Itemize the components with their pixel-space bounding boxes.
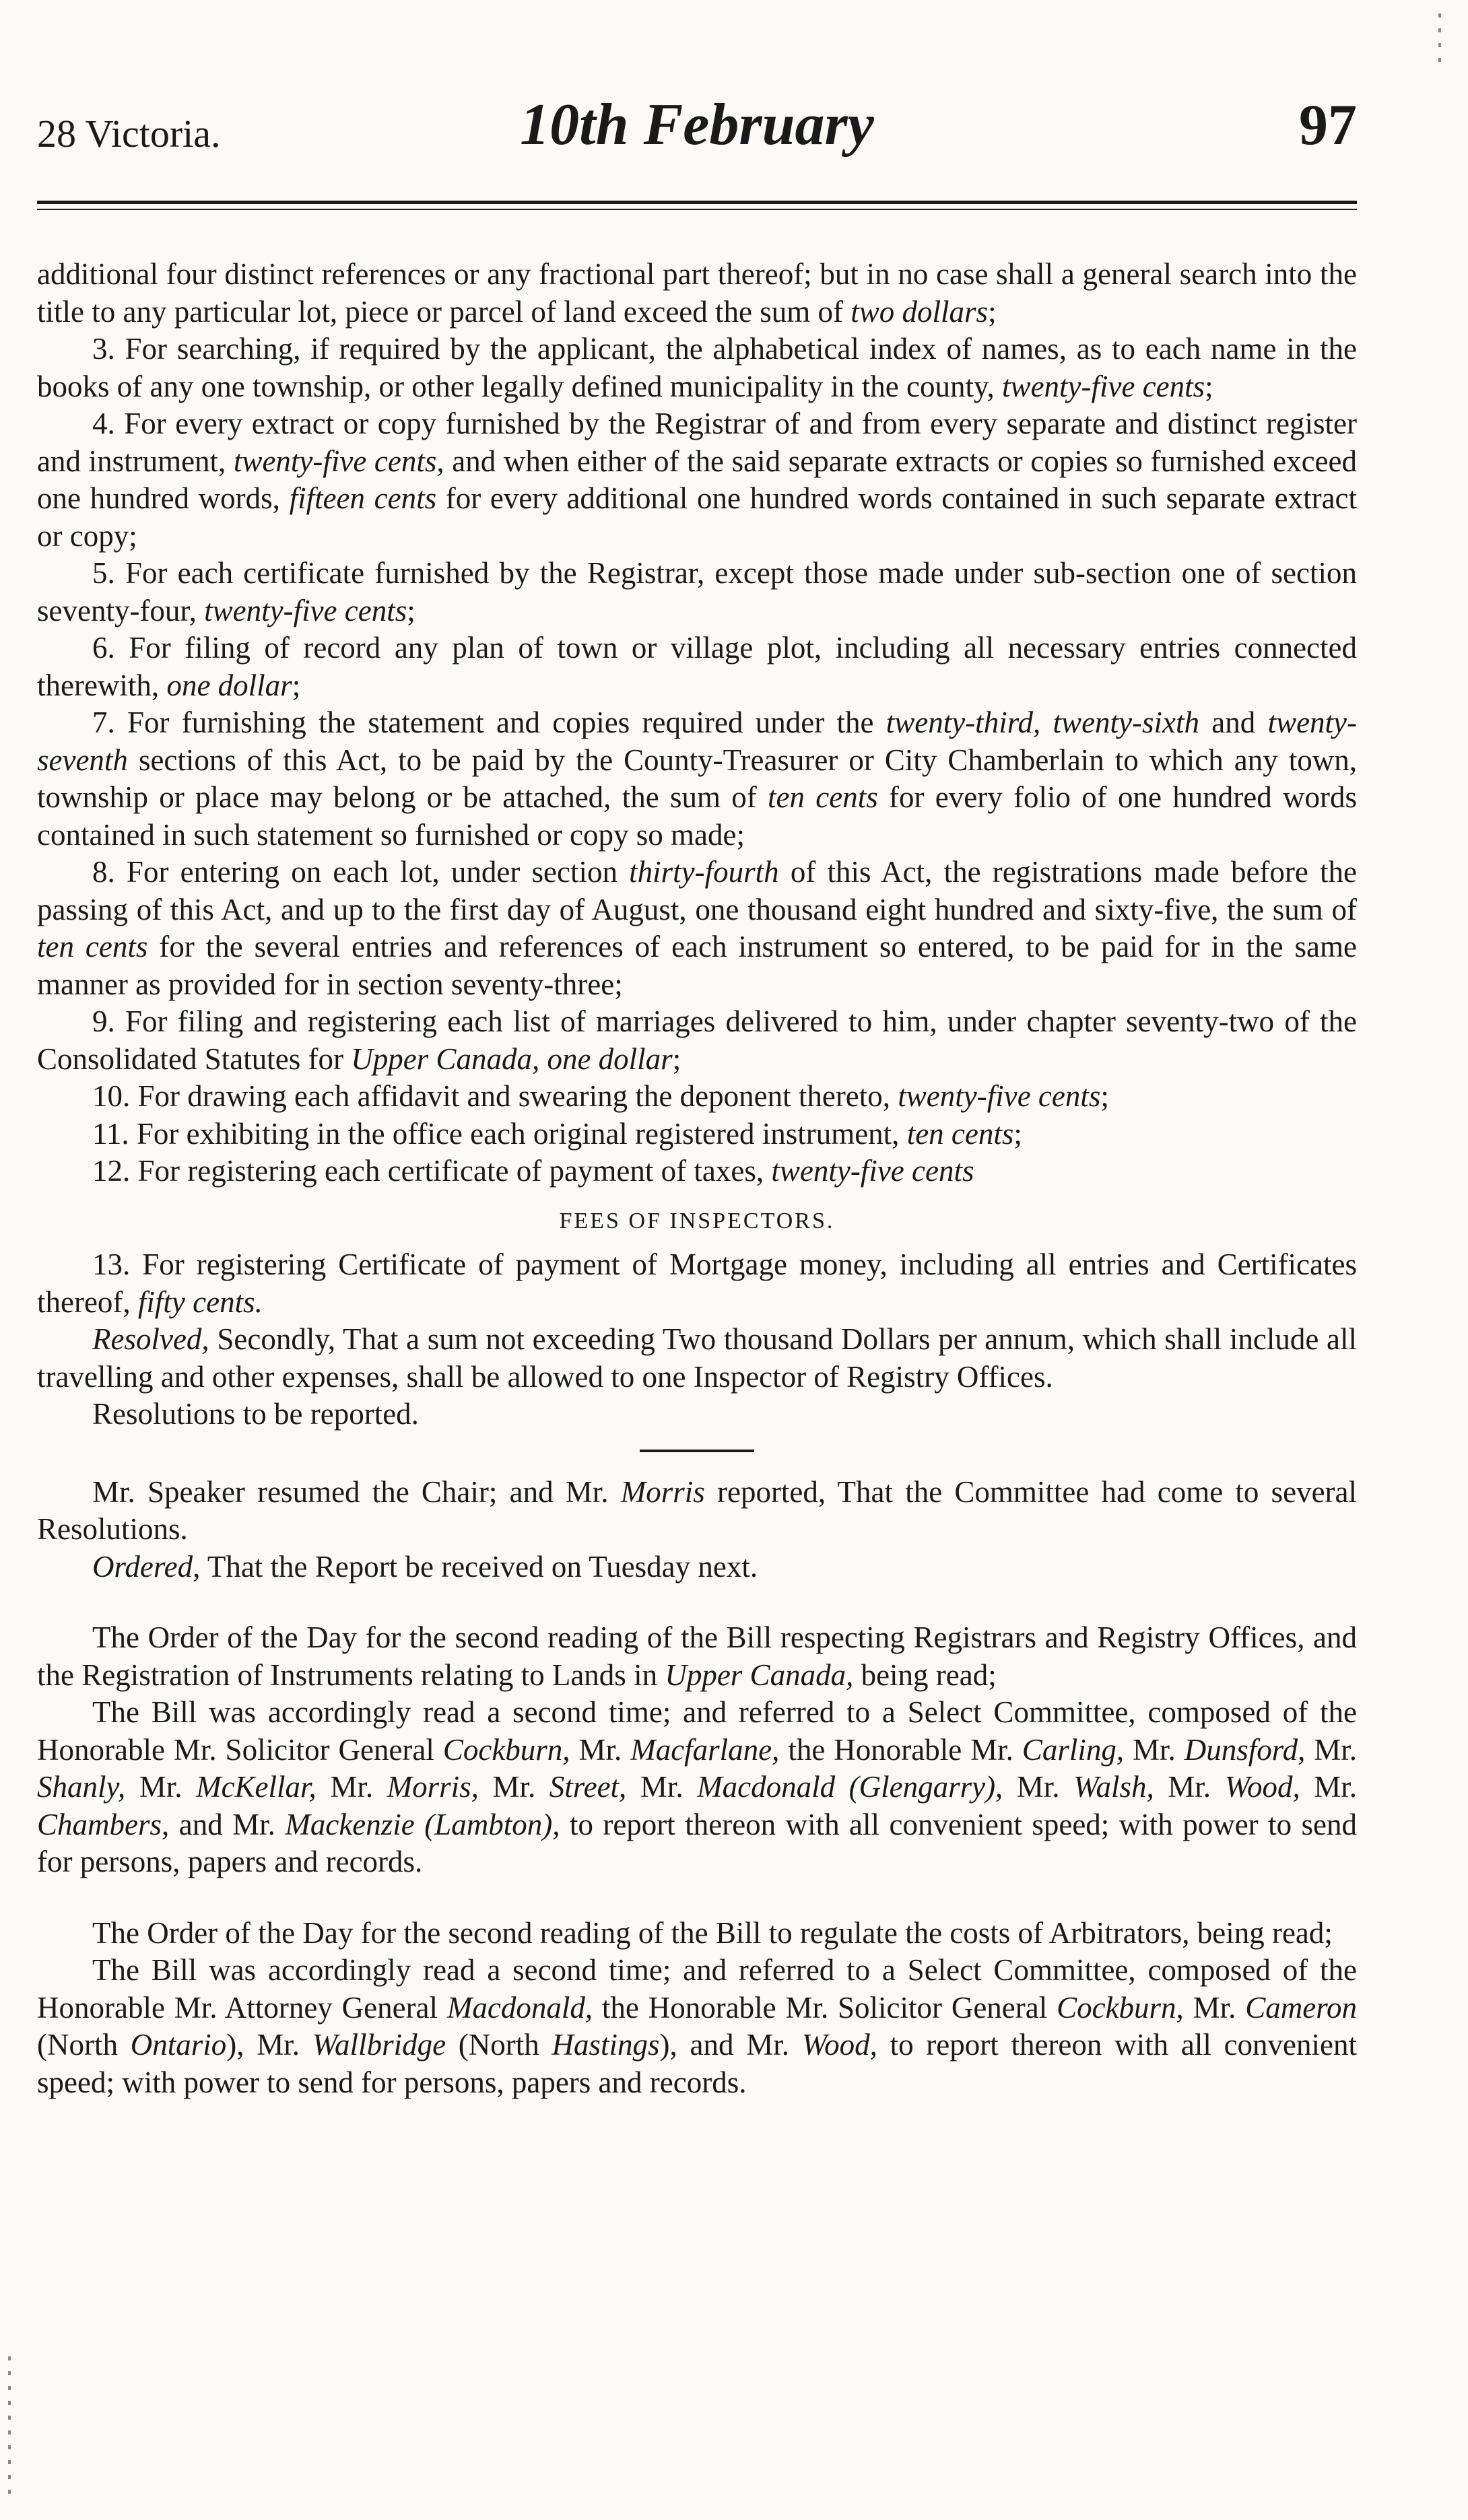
page-date: 10th February — [520, 92, 874, 158]
page — [37, 81, 1357, 2101]
paragraph: 13. For registering Certificate of payment of Mortgage money, including all entries and Certificates thereof, fifty cents. — [37, 1248, 1357, 1319]
paragraph: Resolutions to be reported. — [92, 1397, 419, 1431]
spacer — [37, 1881, 1357, 1915]
header-rule-thin — [37, 209, 1357, 210]
regnal-year: 28 Victoria. — [37, 112, 221, 156]
paragraph: 3. For searching, if required by the applicant, the alphabetical index of names, as to each name in the books of any one township, or other legally defined municipality in the county, twenty-five cents; — [37, 332, 1357, 403]
running-head — [37, 81, 1357, 209]
paragraph: 8. For entering on each lot, under section thirty-fourth of this Act, the registrations made before the passing of this Act, and up to the first day of August, one thousand eight hundred and sixty-five, the sum of ten cents for the several entries and references of each instrument so entered, to be paid for in the same manner as provided for in section seventy-three; — [37, 855, 1358, 1001]
paragraph: The Bill was accordingly read a second time; and referred to a Select Committee, composed of the Honorable Mr. Attorney General Macdonald, the Honorable Mr. Solicitor General Cockburn, Mr. Cameron (North Ontario), Mr. Wallbridge (North Hastings), and Mr. Wood, to report thereon with all convenient speed; with power to send for persons, papers and records. — [37, 1953, 1358, 2099]
paragraph: Mr. Speaker resumed the Chair; and Mr. Morris reported, That the Committee had come to several Resolutions. — [37, 1474, 1357, 1546]
section-divider — [640, 1450, 754, 1452]
paragraph: 10. For drawing each affidavit and swearing the deponent thereto, twenty-five cents; — [92, 1079, 1109, 1113]
margin-mark — [8, 2356, 11, 2505]
paragraph: 9. For filing and registering each list of marriages delivered to him, under chapter seventy-two of the Consolidated Statutes for Upper Canada, one dollar; — [37, 1004, 1357, 1076]
section-heading: FEES OF INSPECTORS. — [559, 1208, 835, 1233]
margin-mark — [1438, 13, 1441, 67]
paragraph: The Bill was accordingly read a second time; and referred to a Select Committee, composed of the Honorable Mr. Solicitor General Cockburn, Mr. Macfarlane, the Honorable Mr. Carling, Mr. Dunsford, Mr. Shanly, Mr. McKellar, Mr. Morris, Mr. Street, Mr. Macdonald (Glengarry), Mr. Walsh, Mr. Wood, Mr. Chambers, and Mr. Mackenzie (Lambton), to report thereon with all convenient speed; with power to send for persons, papers and records. — [37, 1695, 1358, 1878]
paragraph: Resolved, Secondly, That a sum not exceeding Two thousand Dollars per annum, which shall include all travelling and other expenses, shall be allowed to one Inspector of Registry Offices. — [37, 1322, 1357, 1394]
spacer — [37, 1586, 1357, 1619]
paragraph: 11. For exhibiting in the office each original registered instrument, ten cents; — [92, 1116, 1022, 1151]
paragraph: The Order of the Day for the second reading of the Bill respecting Registrars and Registry Offices, and the Registration of Instruments relating to Lands in Upper Canada, being read; — [37, 1621, 1357, 1692]
body-text — [37, 256, 1357, 2101]
paragraph: 5. For each certificate furnished by the Registrar, except those made under sub-section one of section seventy-four, twenty-five cents; — [37, 556, 1357, 627]
paragraph: 4. For every extract or copy furnished by the Registrar of and from every separate and distinct register and instrument, twenty-five cents, and when either of the said separate extracts or copies so furnished exceed one hundred words, fifteen cents for every additional one hundred words contained in such separate extract or copy; — [37, 407, 1358, 553]
page-number: 97 — [1299, 92, 1357, 157]
paragraph: 7. For furnishing the statement and copies required under the twenty-third, twenty-sixth and twenty-seventh sections of this Act, to be paid by the County-Treasurer or City Chamberlain to which any town, township or place may belong or be attached, the sum of ten cents for every folio of one hundred words contained in such statement so furnished or copy so made; — [37, 706, 1358, 852]
paragraph: The Order of the Day for the second reading of the Bill to regulate the costs of Arbitrators, being read; — [92, 1915, 1333, 1950]
header-rule — [37, 201, 1357, 204]
paragraph: Ordered, That the Report be received on Tuesday next. — [92, 1549, 758, 1583]
paragraph: 12. For registering each certificate of payment of taxes, twenty-five cents — [92, 1154, 974, 1188]
paragraph: 6. For filing of record any plan of town or village plot, including all necessary entries connected therewith, one dollar; — [37, 631, 1357, 702]
paragraph: additional four distinct references or any fractional part thereof; but in no case shall a general search into the title to any particular lot, piece or parcel of land exceed the sum of two dollars; — [37, 257, 1357, 329]
